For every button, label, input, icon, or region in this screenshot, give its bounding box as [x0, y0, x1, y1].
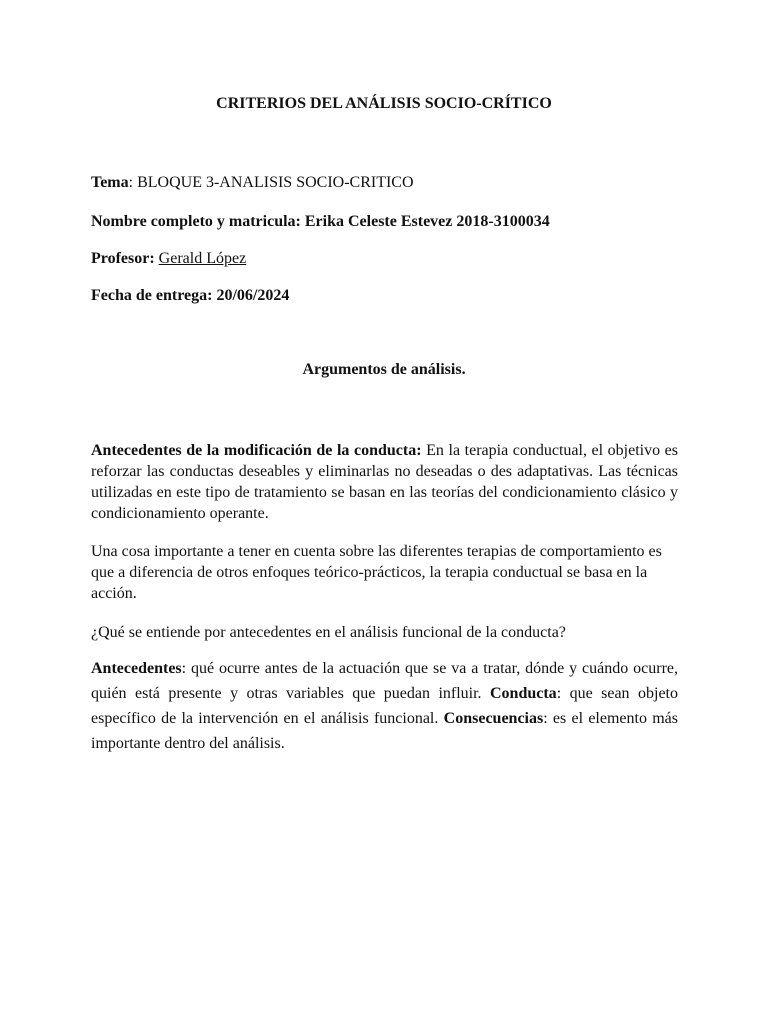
tema-value: : BLOQUE 3-ANALISIS SOCIO-CRITICO — [128, 174, 414, 191]
paragraph-antecedentes-modificacion — [91, 440, 678, 524]
consecuencias-term: Consecuencias — [443, 710, 544, 727]
paragraph-pregunta — [91, 622, 678, 643]
paragraph-3-text: ¿Qué se entiende por antecedentes en el análisis funcional de la conducta? — [91, 624, 566, 641]
profesor-line — [91, 249, 246, 270]
tema-line — [91, 173, 414, 194]
nombre-line — [91, 212, 550, 233]
antecedentes-definition: : qué ocurre antes de la actuación que se va a tratar, dónde y cuándo ocurre, quién está presente y otras variables que puedan influir. — [91, 660, 678, 702]
paragraph-2-text: Una cosa importante a tener en cuenta sobre las diferentes terapias de comportamiento es que a diferencia de otros enfoques teórico-prácticos, la terapia conductual se basa en la acción. — [91, 543, 662, 602]
paragraph-definiciones — [91, 656, 678, 756]
profesor-name: Gerald López — [158, 250, 247, 267]
tema-label: Tema — [91, 174, 129, 191]
profesor-label: Profesor: — [91, 250, 155, 267]
section-title: Argumentos de análisis. — [302, 361, 466, 378]
paragraph-1-heading: Antecedentes de la modificación de la conducta: — [91, 442, 422, 459]
conducta-term: Conducta — [490, 685, 557, 702]
antecedentes-term: Antecedentes — [91, 660, 182, 677]
conducta-definition: : que sean objeto específico de la intervención en el análisis funcional. — [91, 685, 678, 727]
fecha-line — [91, 286, 289, 307]
nombre-label: Nombre completo y matricula: Erika Celeste Estevez 2018-3100034 — [91, 213, 550, 230]
document-title: CRITERIOS DEL ANÁLISIS SOCIO-CRÍTICO — [216, 95, 552, 112]
fecha-label: Fecha de entrega: 20/06/2024 — [91, 287, 290, 304]
paragraph-1-text: En la terapia conductual, el objetivo es reforzar las conductas deseables y eliminarlas no deseadas o des adaptativas. Las técnicas utilizadas en este tipo de tratamiento se basan en las teorías del condicionamiento clásico y condicionamiento operante. — [91, 442, 679, 522]
paragraph-terapias — [91, 541, 678, 604]
consecuencias-definition: : es el elemento más importante dentro del análisis. — [91, 710, 679, 752]
